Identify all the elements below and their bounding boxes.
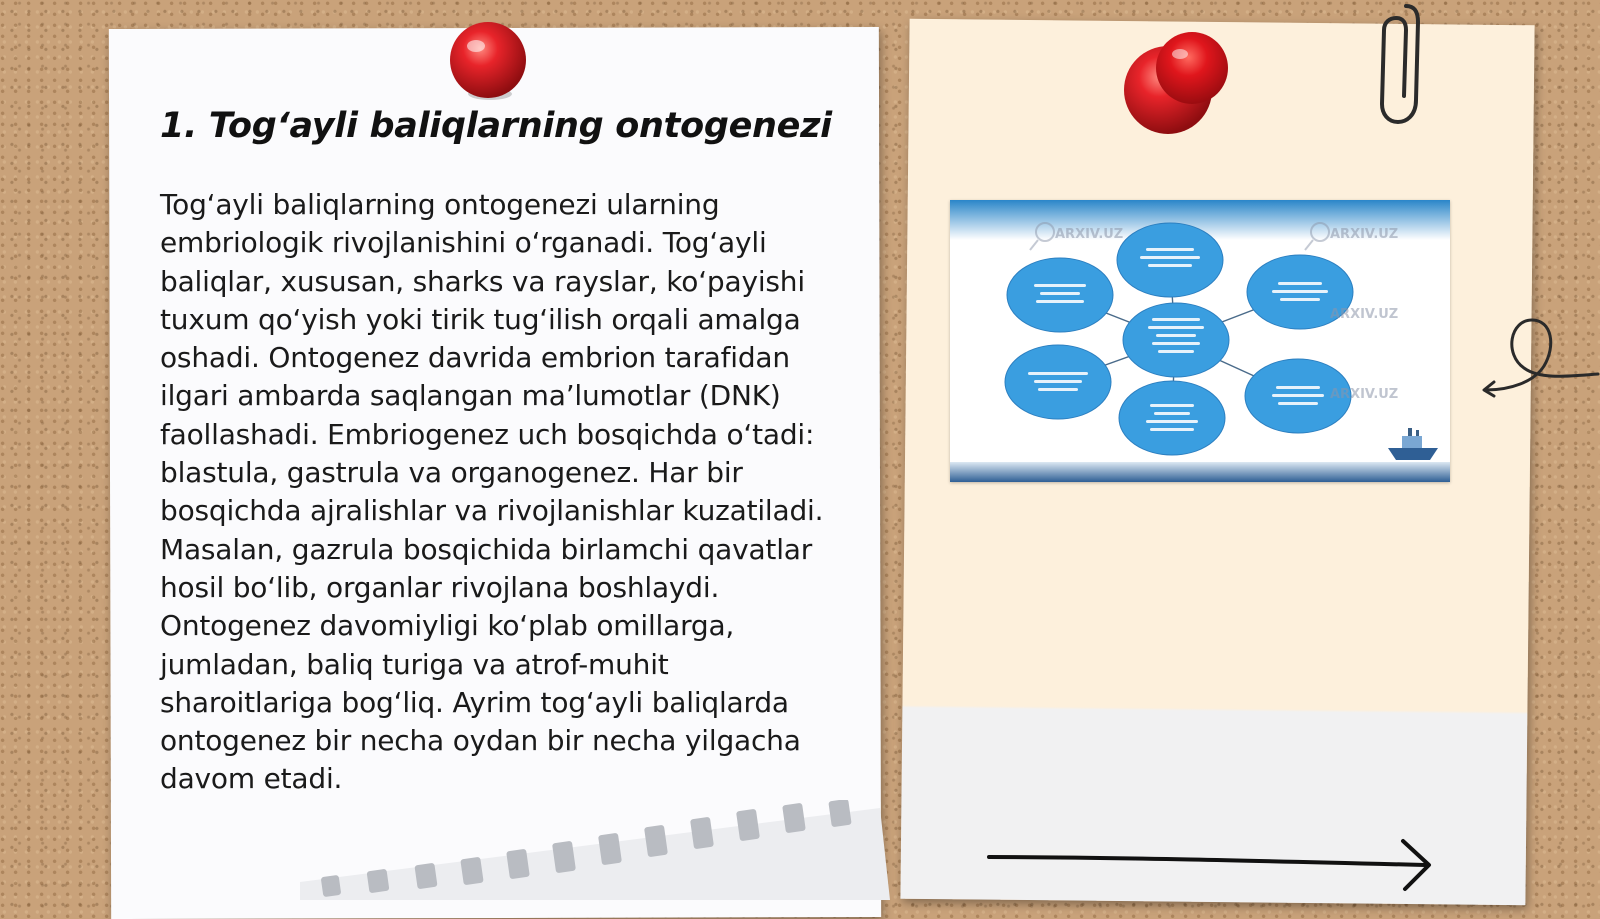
loop-arrow-icon <box>1480 310 1600 410</box>
watermark-text: ARXIV.UZ <box>1055 227 1124 242</box>
push-pin-icon <box>1120 28 1240 138</box>
slide-paragraph: Tog‘ayli baliqlarning ontogenezi ularning embriologik rivojlanishini o‘rganadi. Tog‘ayli baliqlar, xususan, sharks va rayslar, ko‘payishi tuxum qo‘yish yoki tirik tug‘ilish orqali amalga oshadi. Ontogenez davrida embrion tarafidan ilgari ambarda saqlangan ma’lumotlar (DNK) faollashadi. Embriogenez uch bosqichda o‘tadi: blastula, gastrula va organogenez. Har bir bosqichda ajralishlar va rivojlanishlar kuzatiladi. Masalan, gazrula bosqichida birlamchi qavatlar hosil bo‘lib, organlar rivojlana boshlaydi. Ontogenez davomiyligi ko‘plab omillarga, jumladan, baliq turiga va atrof-muhit sharoitlariga bog‘liq. Ayrim tog‘ayli baliqlarda ontogenez bir necha oydan bir necha yilgacha davom etadi. <box>160 188 824 796</box>
push-pin-icon <box>448 20 532 104</box>
right-arrow-icon <box>985 835 1445 895</box>
torn-notebook-edge <box>300 800 890 900</box>
slide-title: 1. Tog‘ayli baliqlarning ontogenezi <box>160 106 832 146</box>
paper-clip-icon <box>1376 0 1424 130</box>
watermark-text: ARXIV.UZ <box>1330 227 1399 242</box>
watermark-text: ARXIV.UZ <box>1330 307 1399 322</box>
diagram-image <box>950 200 1450 482</box>
ship-icon <box>1388 428 1438 460</box>
watermark-text: ARXIV.UZ <box>1330 387 1399 402</box>
concept-map-diagram <box>950 200 1450 482</box>
